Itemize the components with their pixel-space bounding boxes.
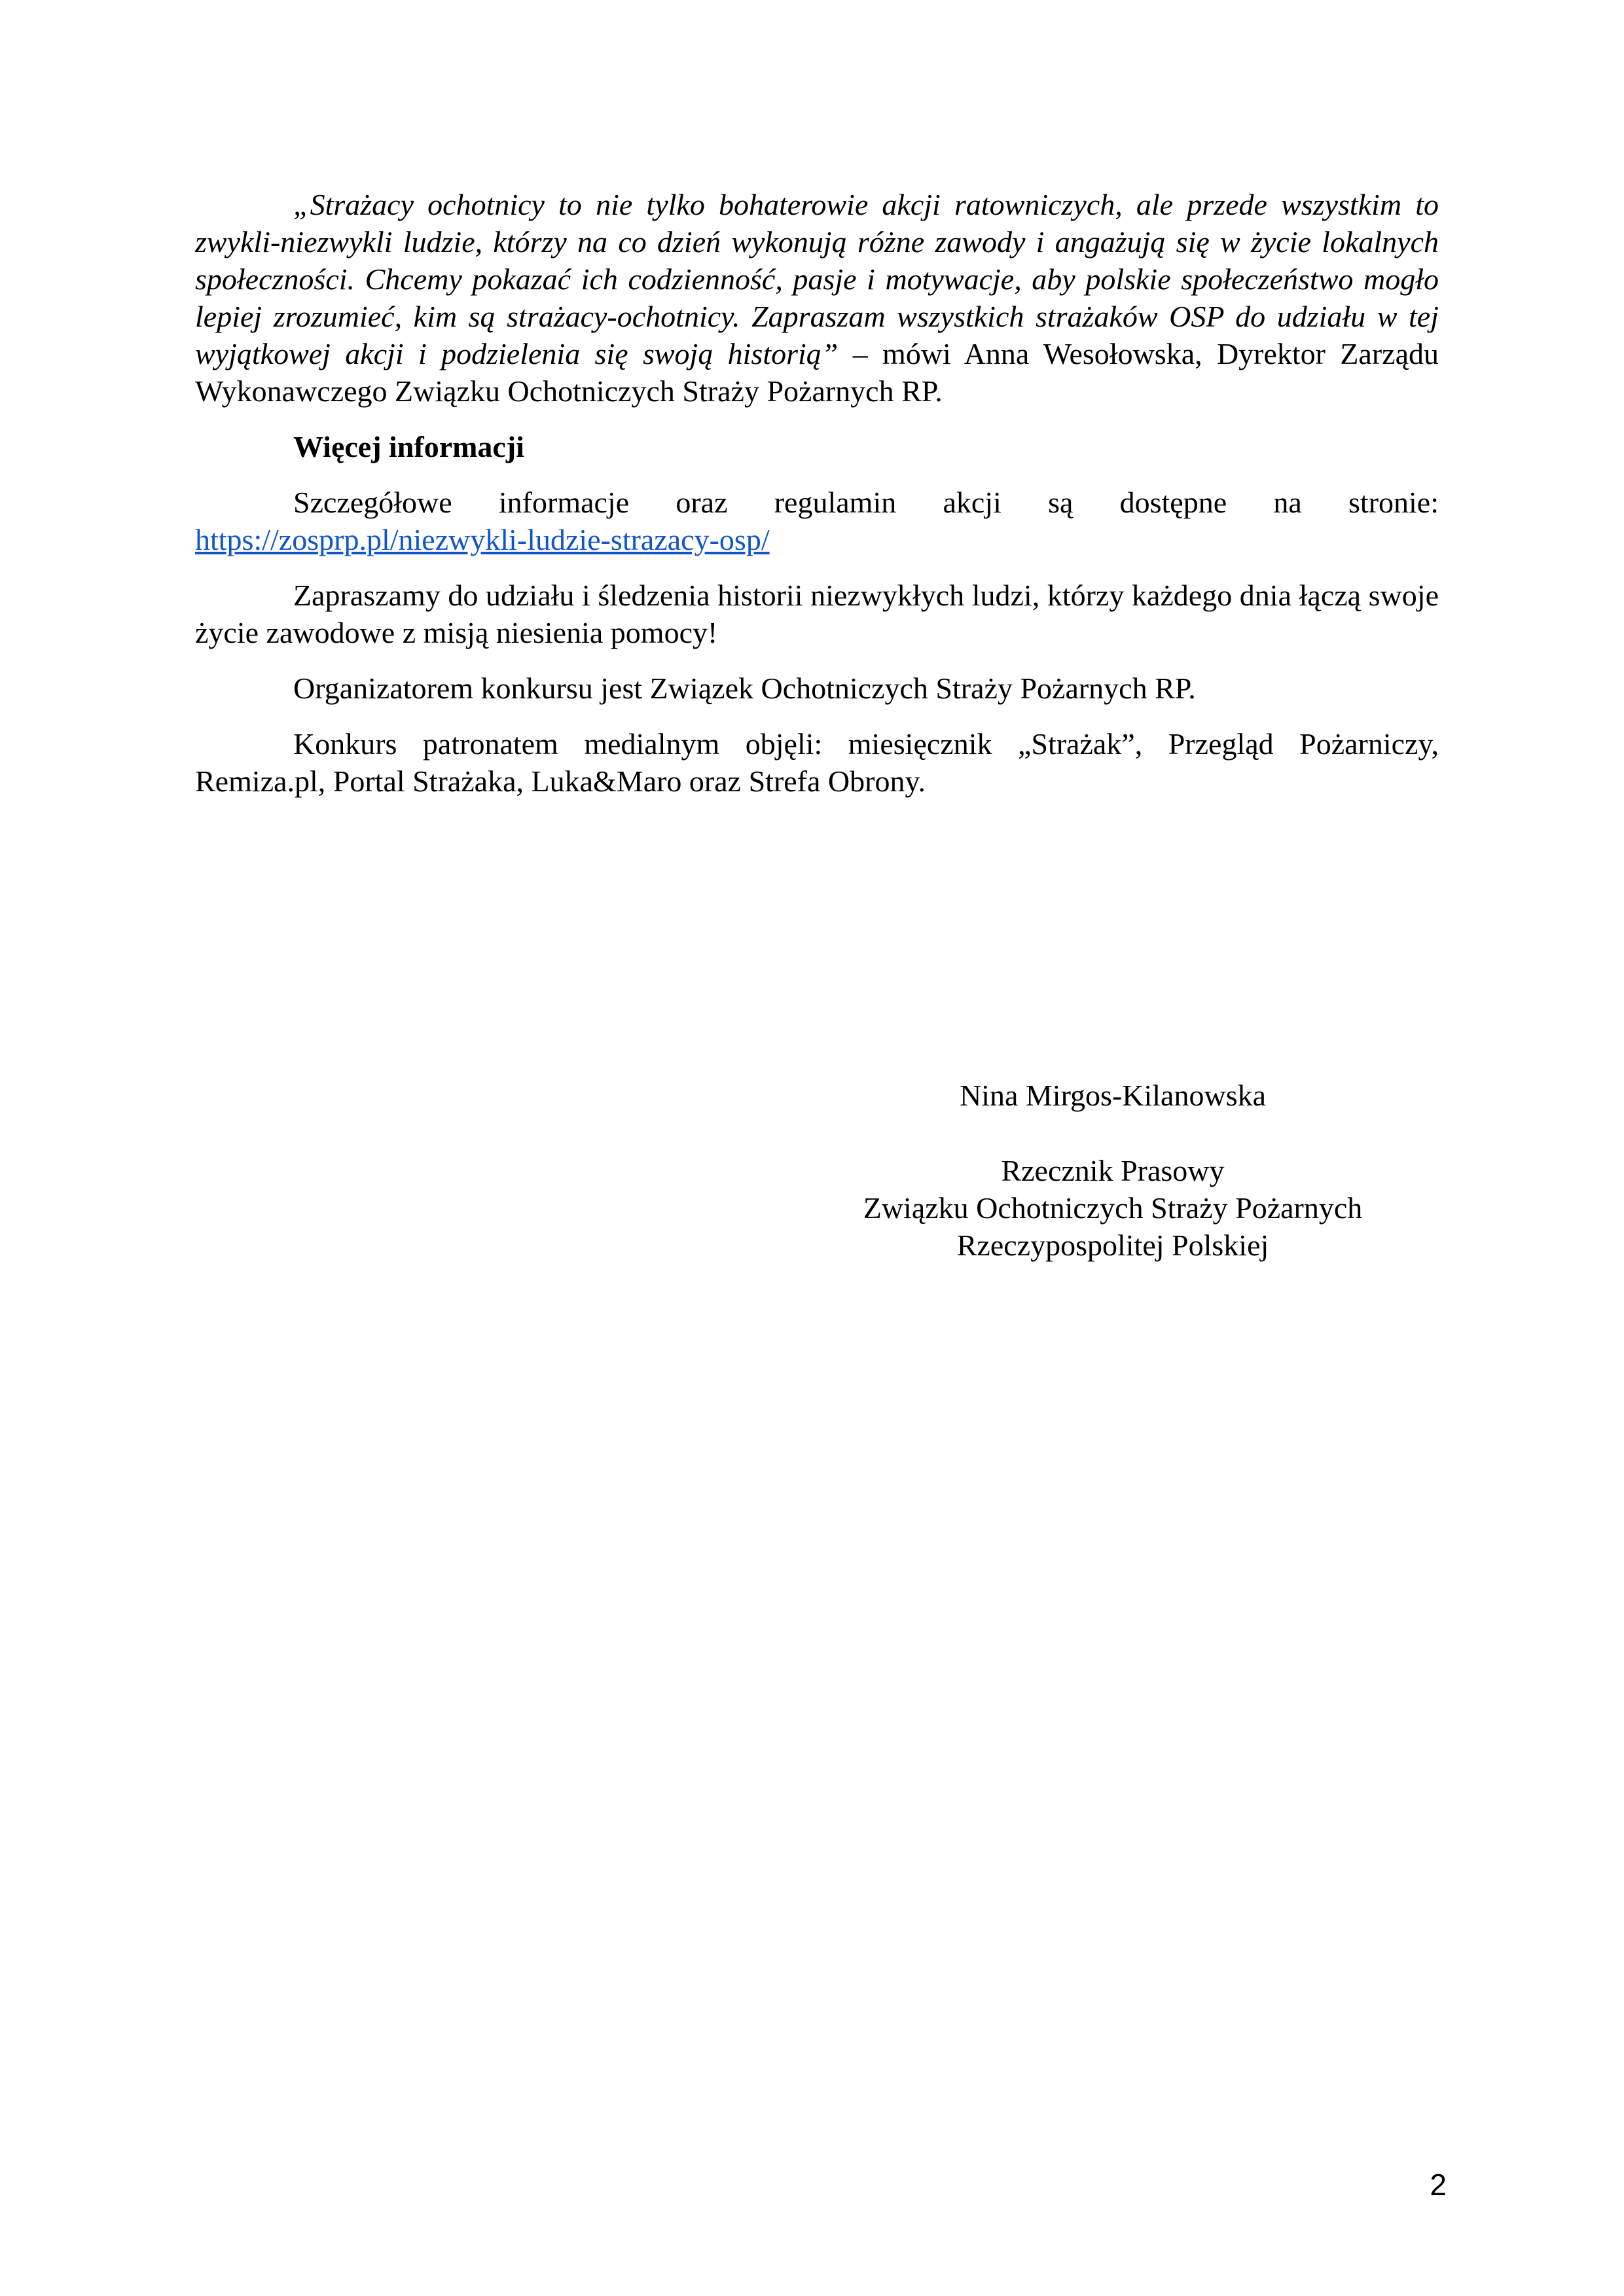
regulations-link[interactable]: https://zosprp.pl/niezwykli-ludzie-strazacy-osp/ xyxy=(195,523,770,556)
quote-attribution: – mówi Anna Wesołowska, Dyrektor Zarządu Wykonawczego Związku Ochotniczych Straży Pożarnych RP. xyxy=(195,337,1439,408)
signature-role-line-1: Rzecznik Prasowy xyxy=(1001,1154,1225,1187)
signature-role xyxy=(779,1152,1447,1264)
page-number: 2 xyxy=(1430,2168,1447,2202)
quote-text: „Strażacy ochotnicy to nie tylko bohaterowie akcji ratowniczych, ale przede wszystkim to zwykli-niezwykli ludzie, którzy na co dzień wykonują różne zawody i angażują się w życie lokalnych społeczności. Chcemy pokazać ich codzienność, pasje i motywacje, aby polskie społeczeństwo mogło lepiej zrozumieć, kim są strażacy-ochotnicy. Zapraszam wszystkich strażaków OSP do udziału w tej wyjątkowej akcji i podzielenia się swoją historią” xyxy=(195,188,1439,370)
section-heading: Więcej informacji xyxy=(293,430,524,463)
quote-paragraph xyxy=(195,186,1439,410)
organizer-paragraph: Organizatorem konkursu jest Związek Ochotniczych Straży Pożarnych RP. xyxy=(293,672,1196,705)
signature-role-line-2: Związku Ochotniczych Straży Pożarnych xyxy=(863,1191,1363,1225)
signature-role-line-3: Rzeczypospolitej Polskiej xyxy=(956,1229,1269,1262)
patronage-paragraph: Konkurs patronatem medialnym objęli: miesięcznik „Strażak”, Przegląd Pożarniczy, Remiza.pl, Portal Strażaka, Luka&Maro oraz Strefa Obrony. xyxy=(195,727,1439,798)
info-text: Szczegółowe informacje oraz regulamin akcji są dostępne na stronie: xyxy=(293,486,1439,519)
info-paragraph xyxy=(195,484,1439,558)
signature-name: Nina Mirgos-Kilanowska xyxy=(959,1079,1267,1112)
invite-paragraph: Zapraszamy do udziału i śledzenia historii niezwykłych ludzi, którzy każdego dnia łączą swoje życie zawodowe z misją niesienia pomocy! xyxy=(195,579,1439,649)
document-body xyxy=(195,186,1439,818)
